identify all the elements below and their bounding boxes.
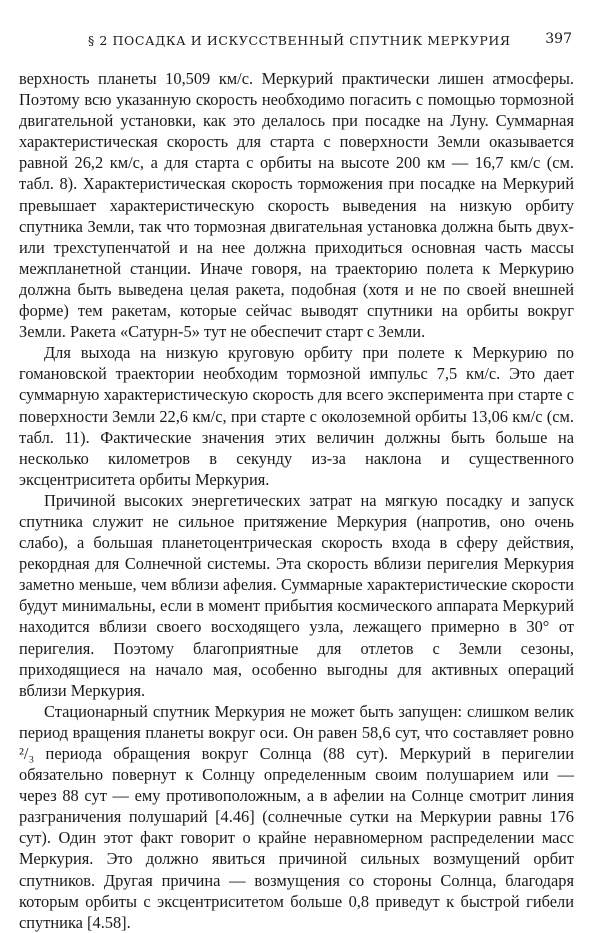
running-header: [88, 31, 572, 53]
body-text: [19, 68, 574, 933]
section-title: § 2 ПОСАДКА И ИСКУССТВЕННЫЙ СПУТНИК МЕРКУРИЯ: [88, 33, 511, 48]
paragraph-2: Для выхода на низкую круговую орбиту при полете к Меркурию по гомановской траектории необходим тормозной импульс 7,5 км/с. Это дает суммарную характеристическую скорость для всего эксперимента при старте с поверхности Земли 22,6 км/с, при старте с околоземной орбиты 13,06 км/с (см. табл. 11). Фактические значения этих величин должны быть больше на несколько километров в секунду из-за наклона и существенного эксцентриситета орбиты Меркурия.: [19, 343, 574, 489]
paragraph-4: Стационарный спутник Меркурия не может быть запущен: слишком велик период вращения планеты вокруг оси. Он равен 58,6 сут, что составляет ровно ²/₃ периода обращения вокруг Солнца (88 сут). Меркурий в перигелии обязательно повернут к Солнцу определенным своим полушарием или — через 88 сут — ему противоположным, а в афелии на Солнце смотрит линия разграничения полушарий [4.46] (солнечные сутки на Меркурии равны 176 сут). Один этот факт говорит о крайне неравномерном распределении масс Меркурия. Это должно явиться причиной сильных возмущений орбит спутников. Другая причина — возмущения со стороны Солнца, благодаря которым орбиты с эксцентриситетом больше 0,8 приведут к быстрой гибели спутника [4.58].: [19, 701, 574, 932]
page-number: 397: [545, 31, 572, 47]
paragraph-1: верхность планеты 10,509 км/с. Меркурий практически лишен атмосферы. Поэтому всю указанную скорость необходимо погасить с помощью тормозной двигательной установки, как это делалось при посадке на Луну. Суммарная характеристическая скорость для старта с поверхности Земли оказывается равной 26,2 км/с, а для старта с орбиты на высоте 200 км — 16,7 км/с (см. табл. 8). Характеристическая скорость торможения при посадке на Меркурий превышает характеристическую скорость выведения на низкую орбиту спутника Земли, так что тормозная двигательная установка должна быть двух- или трехступенчатой и на нее должна приходиться основная часть массы межпланетной станции. Иначе говоря, на траекторию полета к Меркурию должна быть выведена целая ракета, подобная (хотя и не по своей внешней форме) тем ракетам, которые сейчас выводят спутники на орбиты вокруг Земли. Ракета «Сатурн-5» тут не обеспечит старт с Земли.: [19, 69, 574, 342]
paragraph-3: Причиной высоких энергетических затрат на мягкую посадку и запуск спутника служит не сильное притяжение Меркурия (напротив, оно очень слабо), а большая планетоцентрическая скорость входа в сферу действия, рекордная для Солнечной системы. Эта скорость вблизи перигелия Меркурия заметно меньше, чем вблизи афелия. Суммарные характеристические скорости будут минимальны, если в момент прибытия космического аппарата Меркурий находится вблизи своего восходящего узла, лежащего примерно в 30° от перигелия. Поэтому благоприятные для отлетов с Земли сезоны, приходящиеся на начало мая, особенно выгодны для активных операций вблизи Меркурия.: [19, 490, 574, 700]
